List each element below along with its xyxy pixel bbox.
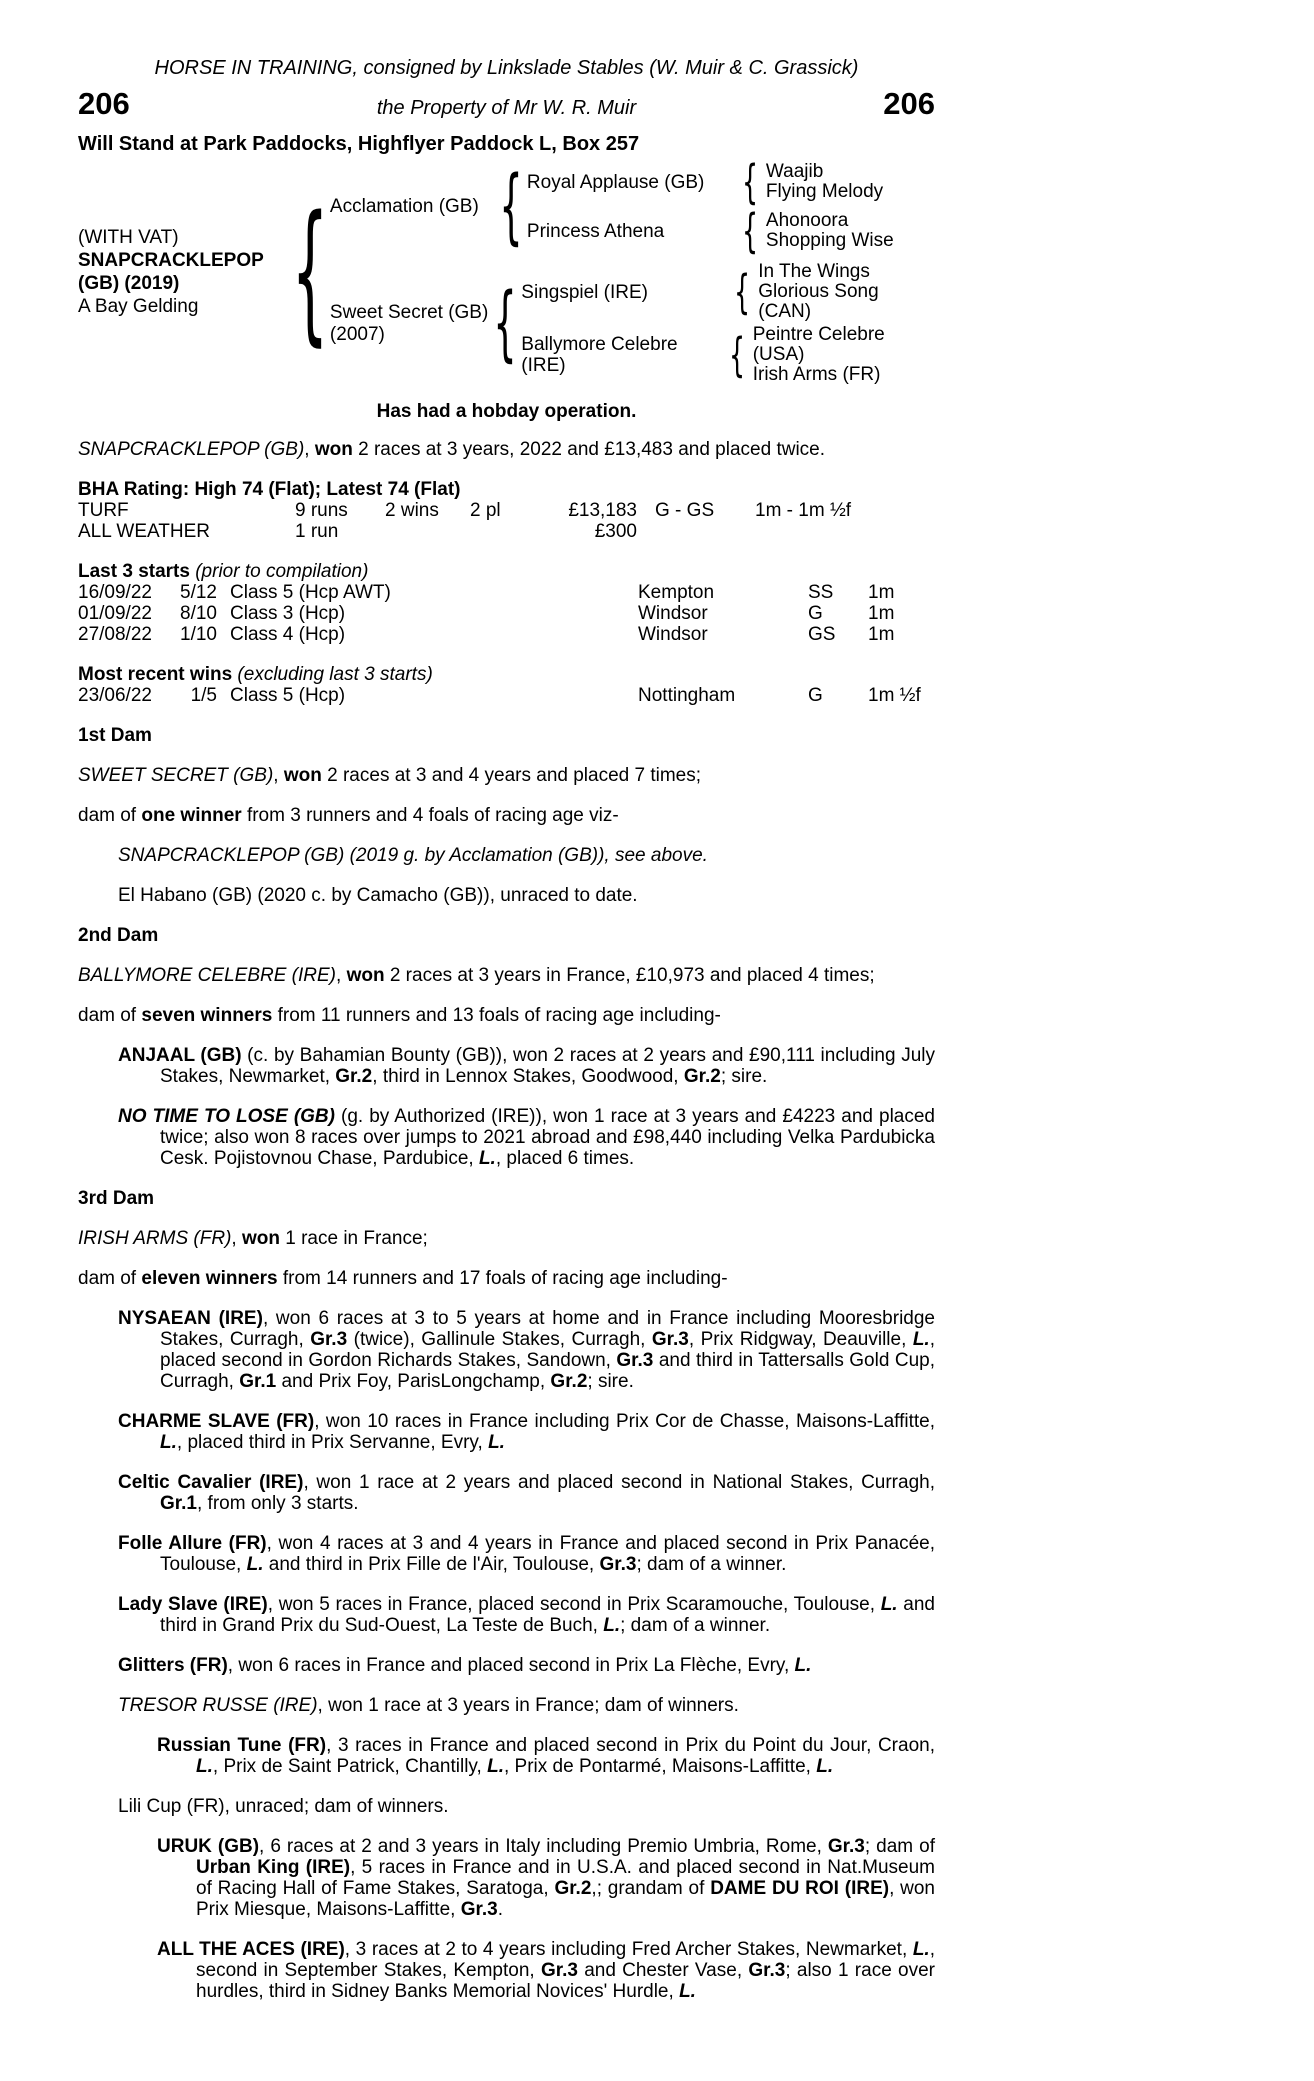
subject-horse-suffix: (GB) (2019) xyxy=(78,273,180,294)
produce-entry: Celtic Cavalier (IRE), won 1 race at 2 years and placed second in National Stakes, Curragh, Gr.1, from only 3 starts. xyxy=(118,1472,935,1514)
dam-line: SWEET SECRET (GB), won 2 races at 3 and 4 years and placed 7 times; xyxy=(78,765,702,786)
produce-entry: ANJAAL (GB) (c. by Bahamian Bounty (GB)), won 2 races at 2 years and £90,111 including July Stakes, Newmarket, Gr.2, third in Lennox Stakes, Goodwood, Gr.2; sire. xyxy=(118,1045,935,1087)
cell-date: 16/09/22 xyxy=(78,582,152,603)
produce-entry: Lady Slave (IRE), won 5 races in France, placed second in Prix Scaramouche, Toulouse, L. and third in Grand Prix du Sud-Ouest, La Teste de Buch, L.; dam of a winner. xyxy=(118,1594,935,1636)
dam-heading: 1st Dam xyxy=(78,725,152,746)
cell-wins xyxy=(385,521,470,542)
grandsire-brace: { xyxy=(734,265,751,319)
lot-number-right: 206 xyxy=(883,86,935,121)
page-header xyxy=(78,58,935,155)
produce-entry: Glitters (FR), won 6 races in France and placed second in Prix La Flèche, Evry, L. xyxy=(118,1655,812,1676)
cell-surface: ALL WEATHER xyxy=(78,521,210,542)
start-row xyxy=(78,624,935,645)
granddam-branch xyxy=(526,204,894,258)
cell-going xyxy=(655,521,755,542)
dam-name-block xyxy=(330,302,492,346)
cell-position: 1/5 xyxy=(190,685,217,706)
cell-race: Class 5 (Hcp) xyxy=(230,685,346,706)
lot-row xyxy=(78,88,935,119)
dam-line: dam of seven winners from 11 runners and 13 foals of racing age including- xyxy=(78,1005,721,1026)
grandsire-name: Singspiel (IRE) xyxy=(521,281,649,303)
cell-going: SS xyxy=(808,582,834,603)
dam-branch xyxy=(330,262,935,385)
cell-runs: 9 runs xyxy=(295,500,348,521)
cell-date: 23/06/22 xyxy=(78,685,152,706)
granddam-brace: { xyxy=(728,328,745,382)
cell-position: 8/10 xyxy=(180,603,217,624)
cell-race: Class 4 (Hcp) xyxy=(230,624,346,645)
cell-going: GS xyxy=(808,624,836,645)
cell-distance: 1m ½f xyxy=(868,685,921,706)
cell-surface: TURF xyxy=(78,500,129,521)
bha-rating-line: BHA Rating: High 74 (Flat); Latest 74 (Flat) xyxy=(78,479,461,500)
cell-course: Nottingham xyxy=(638,685,736,706)
produce-entry: Lili Cup (FR), unraced; dam of winners. xyxy=(118,1796,449,1817)
produce-entry: URUK (GB), 6 races at 2 and 3 years in Italy including Premio Umbria, Rome, Gr.3; dam of Urban King (IRE), 5 races in France and in U.S.A. and placed second in Nat.Museum of Racing Hall of Fame Stakes, Saratoga, Gr.2,; grandam of DAME DU ROI (IRE), won Prix Miesque, Maisons-Laffitte, Gr.3. xyxy=(157,1836,936,1920)
cell-distance: 1m xyxy=(868,624,895,645)
pedigree-generations xyxy=(329,155,935,385)
subject-horse-name: SNAPCRACKLEPOP xyxy=(78,250,264,271)
lot-number-left: 206 xyxy=(78,86,130,121)
pedigree-table xyxy=(78,155,935,385)
dam-line: dam of eleven winners from 14 runners and 17 foals of racing age including- xyxy=(78,1268,728,1289)
dam-brace: { xyxy=(493,275,518,371)
third-dam-section xyxy=(78,1188,935,2002)
produce-entry: NYSAEAN (IRE), won 6 races at 3 to 5 years at home and in France including Mooresbridge Stakes, Curragh, Gr.3 (twice), Gallinule Stakes, Curragh, Gr.3, Prix Ridgway, Deauville, L., placed second in Gordon Richards Stakes, Sandown, Gr.3 and third in Tattersalls Gold Cup, Curragh, Gr.1 and Prix Foy, ParisLongchamp, Gr.2; sire. xyxy=(118,1308,936,1392)
record-row-turf xyxy=(78,500,935,521)
dam-name: Sweet Secret (GB) xyxy=(329,301,489,323)
stand-location-line: Will Stand at Park Paddocks, Highflyer Paddock L, Box 257 xyxy=(78,133,640,155)
great-granddam-name: Shopping Wise xyxy=(765,230,894,251)
grandsire-name: Royal Applause (GB) xyxy=(526,171,705,193)
great-grandsire-name: Peintre Celebre (USA) xyxy=(752,324,885,365)
start-row xyxy=(78,582,935,603)
cell-course: Kempton xyxy=(638,582,715,603)
cell-distance: 1m - 1m ½f xyxy=(755,500,852,521)
property-line: the Property of Mr W. R. Muir xyxy=(376,97,637,119)
pedigree-main-brace: { xyxy=(291,183,329,360)
start-row xyxy=(78,603,935,624)
sire-branch xyxy=(329,155,935,258)
produce-entry: Folle Allure (FR), won 4 races at 3 and 4 years in France and placed second in Prix Panacée, Toulouse, L. and third in Prix Fille de l'Air, Toulouse, Gr.3; dam of a winner. xyxy=(118,1533,935,1575)
win-row xyxy=(78,685,935,706)
subject-horse-block xyxy=(78,226,293,318)
cell-distance: 1m xyxy=(868,603,895,624)
cell-distance: 1m xyxy=(868,582,895,603)
hobday-note: Has had a hobday operation. xyxy=(376,401,637,422)
produce-entry: CHARME SLAVE (FR), won 10 races in France including Prix Cor de Chasse, Maisons-Laffitte, L., placed third in Prix Servanne, Evry, L. xyxy=(118,1411,936,1453)
produce-entry: El Habano (GB) (2020 c. by Camacho (GB)), unraced to date. xyxy=(118,885,638,906)
cell-places: 2 pl xyxy=(470,500,501,521)
cell-going: G xyxy=(808,685,823,706)
produce-entry: SNAPCRACKLEPOP (GB) (2019 g. by Acclamation (GB)), see above. xyxy=(118,845,708,866)
great-granddam-name: Irish Arms (FR) xyxy=(752,364,881,385)
cell-date: 27/08/22 xyxy=(78,624,152,645)
vat-note: (WITH VAT) xyxy=(78,227,179,248)
cell-race: Class 3 (Hcp) xyxy=(230,603,346,624)
dam-line: BALLYMORE CELEBRE (IRE), won 2 races at 3 years in France, £10,973 and placed 4 times; xyxy=(78,965,875,986)
second-dam-section xyxy=(78,925,935,1169)
race-summary: SNAPCRACKLEPOP (GB), won 2 races at 3 years, 2022 and £13,483 and placed twice. xyxy=(78,439,826,460)
granddam-brace: { xyxy=(741,204,758,258)
produce-entry: NO TIME TO LOSE (GB) (g. by Authorized (IRE)), won 1 race at 3 years and £4223 and placed twice; also won 8 races over jumps to 2021 abroad and £98,440 including Velka Pardubicka Cesk. Pojistovnou Chase, Pardubice, L., placed 6 times. xyxy=(118,1106,935,1169)
cell-distance xyxy=(755,521,935,542)
granddam-name: Princess Athena xyxy=(526,220,665,242)
dam-heading: 2nd Dam xyxy=(78,925,159,946)
race-record-section xyxy=(78,479,935,542)
granddam-branch xyxy=(521,325,935,385)
recent-wins-title: Most recent wins (excluding last 3 starts) xyxy=(78,664,433,685)
sire-name: Acclamation (GB) xyxy=(329,195,479,217)
great-grandsire-name: Waajib xyxy=(765,161,824,182)
cell-earnings: £13,183 xyxy=(568,500,637,521)
grandsire-branch xyxy=(521,262,935,322)
sire-brace: { xyxy=(499,158,523,254)
cell-going: G - GS xyxy=(655,500,715,521)
cell-position: 5/12 xyxy=(180,582,217,603)
dam-heading: 3rd Dam xyxy=(78,1188,155,1209)
consignment-line: HORSE IN TRAINING, consigned by Linkslade Stables (W. Muir & C. Grassick) xyxy=(154,57,859,79)
cell-places xyxy=(470,521,550,542)
first-dam-section xyxy=(78,725,935,906)
cell-race: Class 5 (Hcp AWT) xyxy=(230,582,391,603)
produce-entry: Russian Tune (FR), 3 races in France and placed second in Prix du Point du Jour, Craon, L., Prix de Saint Patrick, Chantilly, L., Prix de Pontarmé, Maisons-Laffitte, L. xyxy=(157,1735,935,1777)
produce-entry: TRESOR RUSSE (IRE), won 1 race at 3 years in France; dam of winners. xyxy=(118,1695,739,1716)
record-row-all-weather xyxy=(78,521,935,542)
cell-wins: 2 wins xyxy=(385,500,439,521)
grandsire-brace: { xyxy=(741,155,758,209)
last-starts-title: Last 3 starts (prior to compilation) xyxy=(78,561,369,582)
dam-year: (2007) xyxy=(329,323,385,345)
great-granddam-name: Glorious Song (CAN) xyxy=(758,281,879,322)
grandsire-branch xyxy=(526,155,894,209)
cell-runs: 1 run xyxy=(295,521,339,542)
cell-date: 01/09/22 xyxy=(78,603,152,624)
cell-earnings: £300 xyxy=(594,521,637,542)
last-starts-section xyxy=(78,561,935,645)
recent-wins-section xyxy=(78,664,935,706)
dam-line: dam of one winner from 3 runners and 4 foals of racing age viz- xyxy=(78,805,619,826)
cell-course: Windsor xyxy=(638,624,708,645)
cell-position: 1/10 xyxy=(180,624,217,645)
produce-entry: ALL THE ACES (IRE), 3 races at 2 to 4 years including Fred Archer Stakes, Newmarket, L., second in September Stakes, Kempton, Gr.3 and Chester Vase, Gr.3; also 1 race over hurdles, third in Sidney Banks Memorial Novices' Hurdle, L. xyxy=(157,1939,935,2002)
great-grandsire-name: Ahonoora xyxy=(765,210,849,231)
great-grandsire-name: In The Wings xyxy=(758,261,870,282)
dam-line: IRISH ARMS (FR), won 1 race in France; xyxy=(78,1228,428,1249)
great-granddam-name: Flying Melody xyxy=(765,181,884,202)
cell-course: Windsor xyxy=(638,603,708,624)
cell-going: G xyxy=(808,603,823,624)
granddam-name: Ballymore Celebre (IRE) xyxy=(521,334,678,376)
subject-horse-description: A Bay Gelding xyxy=(78,296,199,317)
